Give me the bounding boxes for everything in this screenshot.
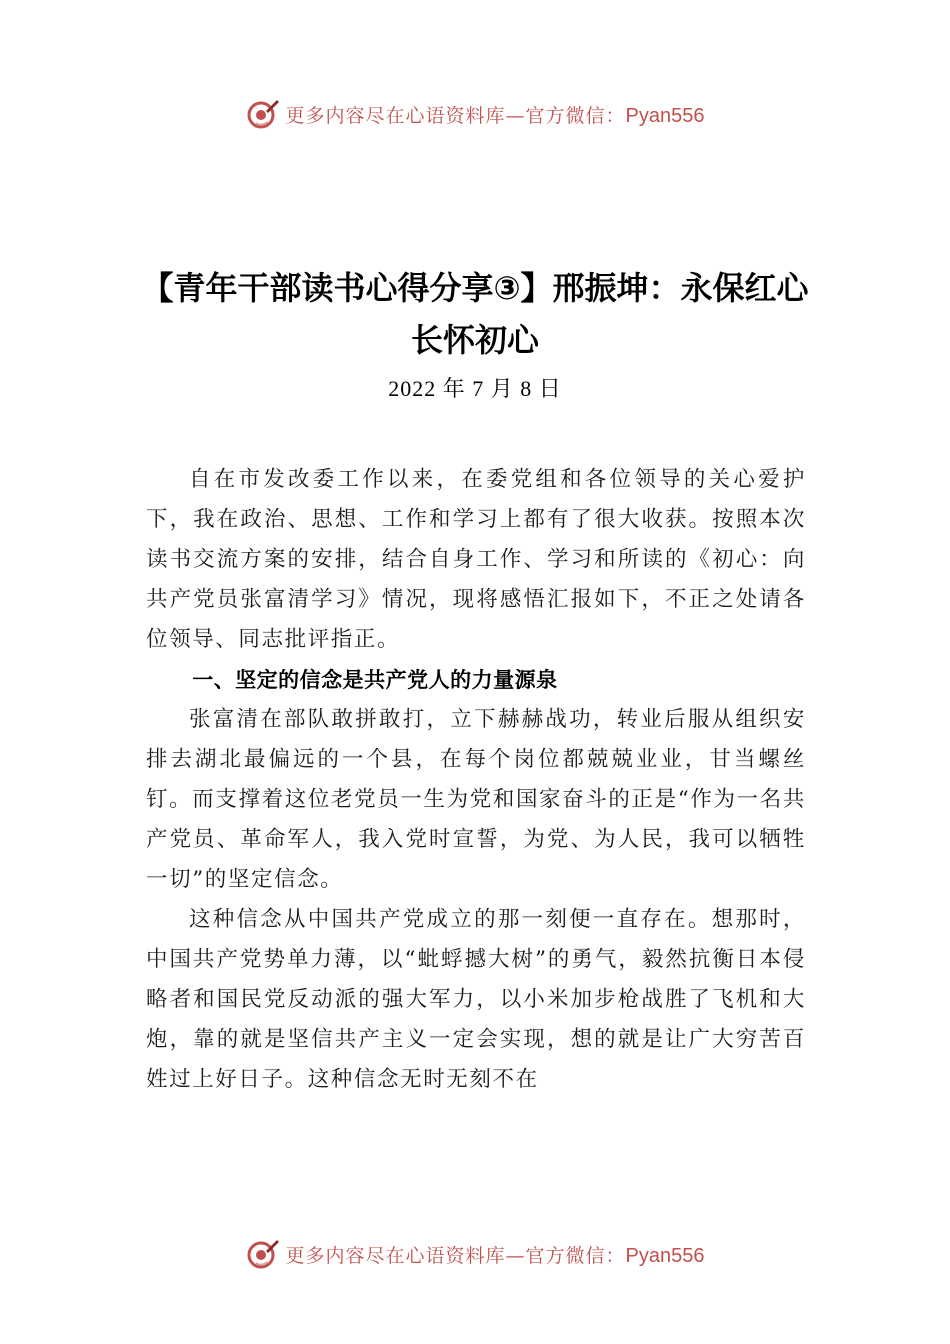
paragraph: 自在市发改委工作以来，在委党组和各位领导的关心爱护下，我在政治、思想、工作和学习上都有了很大收获。按照本次读书交流方案的安排，结合自身工作、学习和所读的《初心：向共产党员张富清学习》情况，现将感悟汇报如下，不正之处请各位领导、同志批评指正。: [146, 467, 806, 652]
paragraph: 这种信念从中国共产党成立的那一刻便一直存在。想那时，中国共产党势单力薄，以“蚍蜉撼大树”的勇气，毅然抗衡日本侵略者和国民党反动派的强大军力，以小米加步枪战胜了飞机和大炮，靠的就是坚信共产主义一定会实现，想的就是让广大穷苦百姓过上好日子。这种信念无时无刻不在: [146, 907, 806, 1092]
article-date: 2022 年 7 月 8 日: [388, 376, 562, 401]
watermark-text-cn: 更多内容尽在心语资料库—官方微信：: [285, 1244, 626, 1267]
watermark-text: [286, 1241, 705, 1268]
watermark-text: [286, 101, 705, 128]
pen-logo-icon: [246, 1237, 280, 1271]
header-watermark: [0, 94, 950, 134]
watermark-wechat-id: Pyan556: [625, 1244, 705, 1267]
paragraph: 张富清在部队敢拼敢打，立下赫赫战功，转业后服从组织安排去湖北最偏远的一个县，在每个岗位都兢兢业业，甘当螺丝钉。而支撑着这位老党员一生为党和国家奋斗的正是“作为一名共产党员、革命军人，我入党时宣誓，为党、为人民，我可以牺牲一切”的坚定信念。: [146, 707, 806, 892]
pen-logo-icon: [246, 97, 280, 131]
watermark-wechat-id: Pyan556: [625, 104, 705, 127]
article-title: 【青年干部读书心得分享③】邢振坤：永保红心 长怀初心: [141, 269, 809, 359]
watermark-text-cn: 更多内容尽在心语资料库—官方微信：: [285, 104, 626, 127]
footer-watermark: [0, 1234, 950, 1274]
section-heading: 一、坚定的信念是共产党人的力量源泉: [192, 668, 558, 692]
article-body: [146, 460, 806, 1100]
